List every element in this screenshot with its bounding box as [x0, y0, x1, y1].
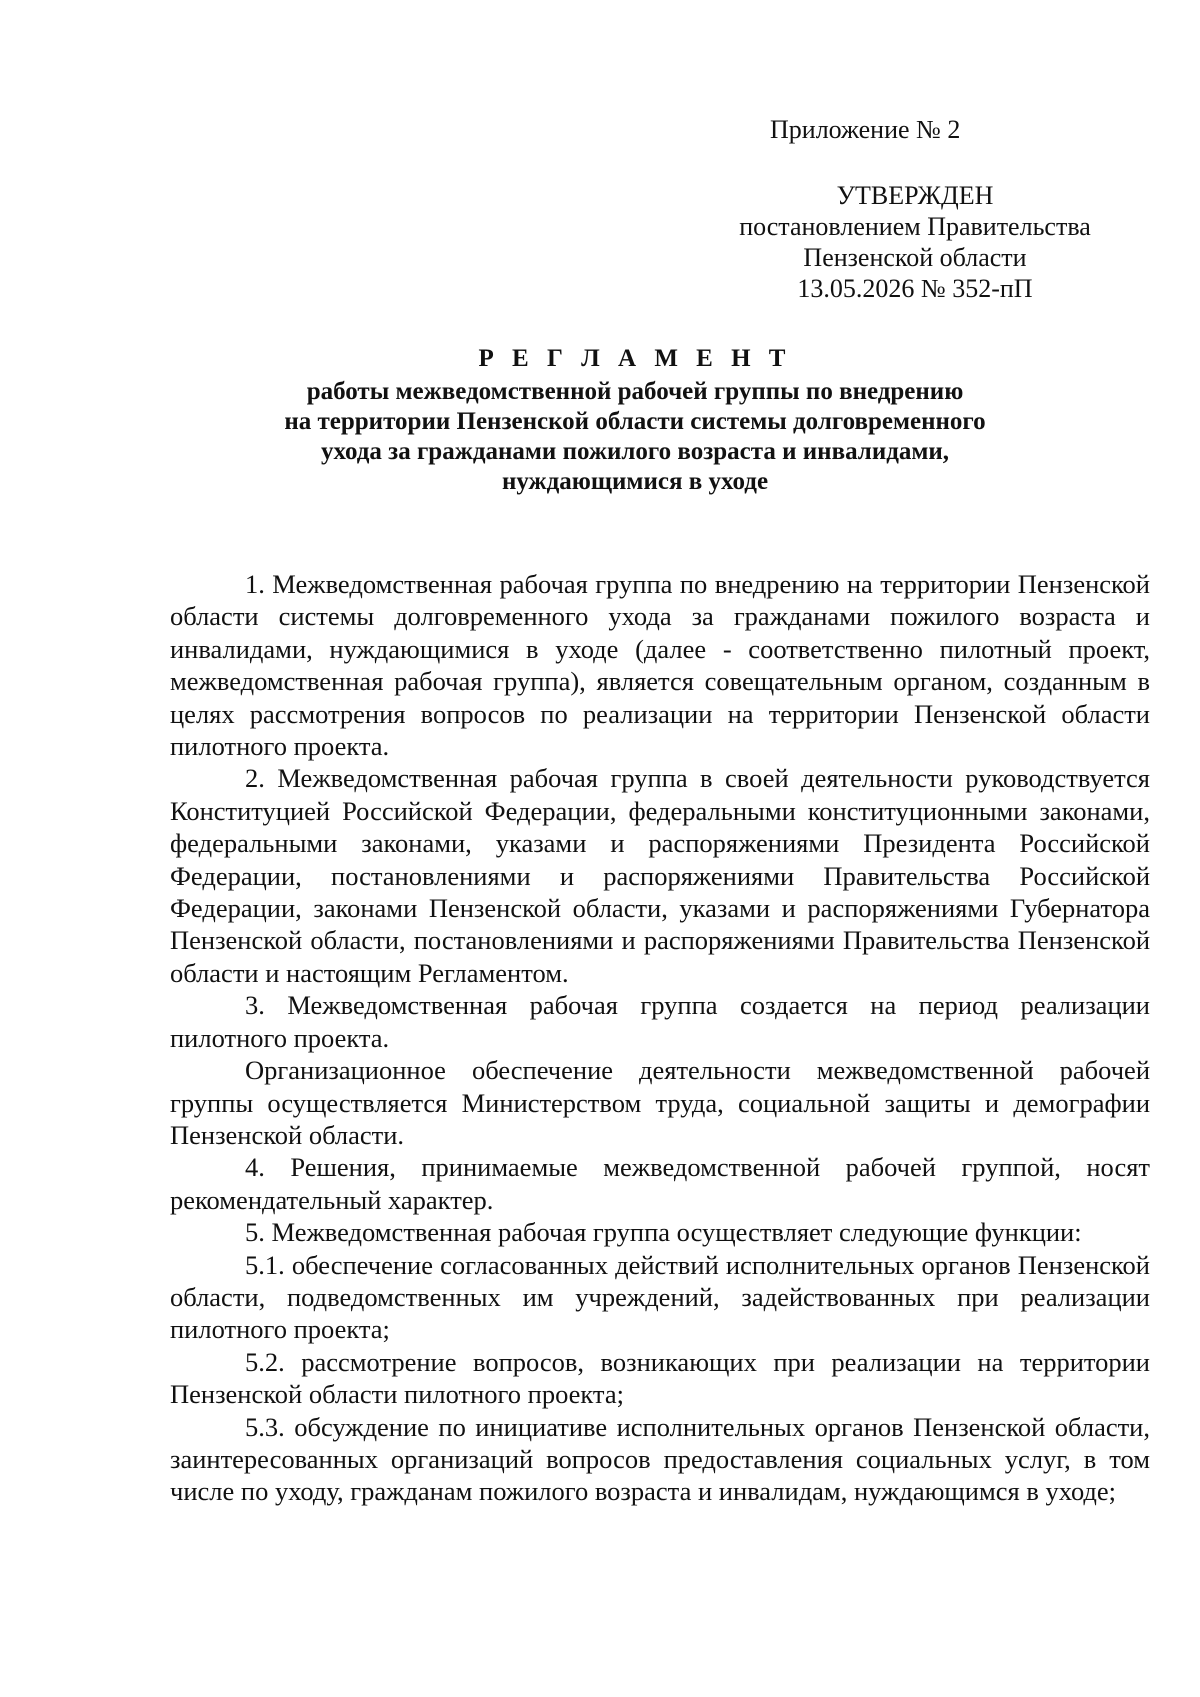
paragraph: 5.3. обсуждение по инициативе исполнительных органов Пензенской области, заинтересованных организаций вопросов предоставления социальных услуг, в том числе по уходу, гражданам пожилого возраста и инвалидам, нуждающимся в уходе;	[170, 1411, 1150, 1507]
paragraph: 5.1. обеспечение согласованных действий исполнительных органов Пензенской области, подведомственных им учреждений, задействованных при реализации пилотного проекта;	[170, 1249, 1150, 1345]
approval-authority: постановлением Правительства	[739, 212, 1091, 241]
paragraph: 5.2. рассмотрение вопросов, возникающих при реализации на территории Пензенской области пилотного проекта;	[170, 1346, 1150, 1410]
document-title	[170, 344, 1100, 497]
title-line: нуждающимися в уходе	[501, 468, 769, 495]
title-line: на территории Пензенской области системы долговременного	[284, 408, 986, 435]
paragraph: 2. Межведомственная рабочая группа в своей деятельности руководствуется Конституцией Российской Федерации, федеральными конституционными законами, федеральными законами, указами и распоряжениями Президента Российской Федерации, постановлениями и распоряжениями Правительства Российской Федерации, законами Пензенской области, указами и распоряжениями Губернатора Пензенской области, постановлениями и распоряжениями Правительства Пензенской области и настоящим Регламентом.	[170, 763, 1150, 988]
approval-heading: УТВЕРЖДЕН	[836, 181, 994, 210]
title-line: ухода за гражданами пожилого возраста и инвалидами,	[320, 438, 950, 465]
paragraph: Организационное обеспечение деятельности межведомственной рабочей группы осуществляется Министерством труда, социальной защиты и демографии Пензенской области.	[170, 1055, 1150, 1150]
approval-date-number: 13.05.2026 № 352-пП	[797, 274, 1033, 303]
document-body	[170, 568, 1150, 1508]
approval-region: Пензенской области	[803, 243, 1027, 272]
paragraph: 4. Решения, принимаемые межведомственной рабочей группой, носят рекомендательный характер.	[170, 1152, 1150, 1215]
paragraph: 3. Межведомственная рабочая группа создается на период реализации пилотного проекта.	[170, 990, 1150, 1053]
title-line: работы межведомственной рабочей группы по внедрению	[306, 378, 964, 405]
document-type-heading: Р Е Г Л А М Е Н Т	[478, 345, 792, 372]
paragraph: 5. Межведомственная рабочая группа осуществляет следующие функции:	[245, 1217, 1082, 1248]
approval-stamp	[700, 180, 1130, 304]
paragraph: 1. Межведомственная рабочая группа по внедрению на территории Пензенской области системы долговременного ухода за гражданами пожилого возраста и инвалидами, нуждающимися в уходе (далее - соответственно пилотный проект, межведомственная рабочая группа), является совещательным органом, созданным в целях рассмотрения вопросов по реализации на территории Пензенской области пилотного проекта.	[170, 569, 1150, 762]
appendix-label: Приложение № 2	[770, 115, 961, 144]
